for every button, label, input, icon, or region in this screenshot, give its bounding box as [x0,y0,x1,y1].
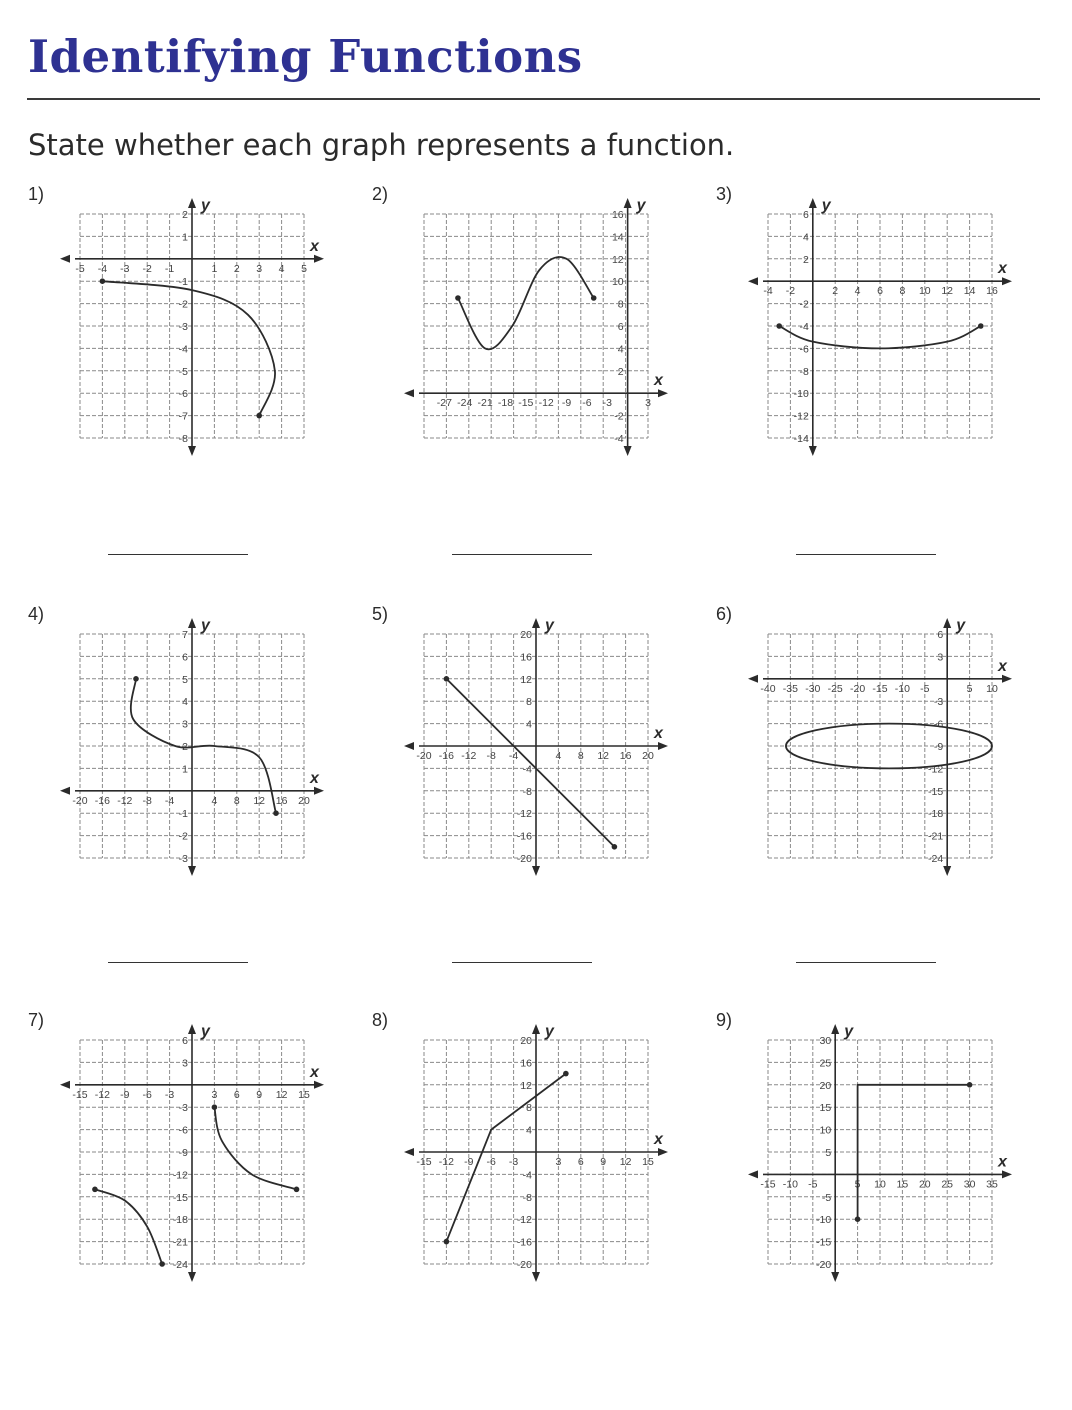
problem-3 [716,184,1056,584]
x-tick-label: 20 [918,1178,931,1191]
x-axis-label: x [310,237,319,255]
problem-7 [28,1010,368,1410]
x-tick-label: 9 [600,1156,607,1168]
y-axis-arrow-down [943,866,951,876]
y-axis-label: y [844,1023,854,1040]
y-tick-label: 6 [802,209,809,221]
y-axis-label: y [956,617,966,634]
x-tick-label: 4 [854,285,861,298]
x-tick-label: 15 [642,1156,654,1168]
y-tick-label: -2 [799,298,809,311]
x-axis-arrow-left [748,675,758,683]
endpoint-dot [444,676,450,682]
y-tick-label: 6 [937,629,944,641]
y-axis-label: y [201,197,210,214]
x-tick-label: 35 [986,1178,998,1191]
x-tick-label: -15 [518,397,534,410]
x-tick-label: -20 [850,682,866,695]
y-axis-label: y [821,197,831,214]
x-axis-label: x [654,725,663,742]
page-title: Identifying Functions [28,30,583,83]
y-tick-label: 12 [520,673,532,686]
x-tick-label: -30 [805,682,821,695]
y-tick-label: -12 [516,808,532,821]
x-tick-label: -12 [117,794,133,807]
graph-curve [214,1107,296,1189]
x-tick-label: -2 [785,285,796,298]
x-tick-label: 8 [899,285,906,298]
title-divider [27,98,1040,100]
endpoint-dot [776,323,782,329]
x-tick-label: -6 [582,397,592,410]
y-tick-label: 8 [526,696,532,709]
x-axis-arrow-right [314,255,324,263]
y-tick-label: -12 [928,763,944,776]
y-tick-label: 4 [182,696,188,709]
y-tick-label: -12 [793,410,809,423]
x-tick-label: -20 [416,750,432,762]
y-tick-label: -14 [793,433,809,445]
x-tick-label: -4 [508,750,519,762]
y-axis-arrow-up [188,198,196,208]
answer-blank-3[interactable] [796,554,936,555]
x-tick-label: -35 [782,682,798,695]
x-axis-label: x [654,372,663,390]
x-tick-label: 3 [211,1088,218,1101]
graph-7 [58,1010,358,1300]
x-tick-label: -6 [142,1088,152,1101]
y-tick-label: 6 [182,1035,188,1047]
x-tick-label: -18 [497,397,514,410]
y-tick-label: -15 [928,785,944,798]
graph-1 [58,184,358,474]
x-tick-label: 10 [874,1178,886,1191]
x-axis-arrow-right [1002,675,1012,683]
y-axis-arrow-down [188,446,196,456]
x-axis-arrow-left [404,742,414,750]
y-tick-label: 16 [611,209,624,221]
x-tick-label: 1 [211,262,218,275]
x-tick-label: 4 [278,262,285,275]
x-axis-label: x [998,657,1007,675]
x-axis-label: x [310,769,319,787]
graph-2 [402,184,702,474]
y-axis-arrow-down [809,446,817,456]
y-tick-label: 3 [182,1057,188,1070]
x-tick-label: -40 [760,682,776,695]
y-tick-label: -2 [178,830,188,843]
x-tick-label: -4 [97,262,108,275]
x-tick-label: -12 [538,397,554,410]
y-tick-label: -24 [172,1259,188,1271]
y-tick-label: -7 [178,410,188,423]
x-axis-label: x [310,1063,319,1081]
y-tick-label: -10 [793,388,809,401]
answer-blank-4[interactable] [108,962,248,963]
endpoint-dot [563,1071,569,1077]
y-tick-label: -8 [522,1191,532,1204]
y-tick-label: -4 [522,1169,532,1182]
y-tick-label: 8 [617,298,624,311]
x-axis-arrow-left [404,389,414,397]
x-tick-label: 6 [577,1156,584,1168]
x-tick-label: -15 [416,1156,432,1168]
y-axis-arrow-up [188,1024,196,1034]
x-tick-label: -8 [142,794,152,807]
endpoint-dot [855,1216,861,1222]
x-axis-arrow-right [314,1081,324,1089]
x-tick-label: -8 [486,750,496,762]
y-axis-label: y [545,617,554,634]
y-tick-label: -3 [933,696,944,709]
y-tick-label: 1 [182,231,188,244]
y-tick-label: 4 [526,718,532,731]
answer-blank-2[interactable] [452,554,592,555]
endpoint-dot [967,1082,973,1088]
x-tick-label: -24 [457,397,473,410]
endpoint-dot [133,676,139,682]
y-axis-arrow-down [188,866,196,876]
x-tick-label: -9 [464,1156,474,1168]
problem-number: 6) [716,604,733,624]
x-tick-label: 6 [877,285,883,298]
y-tick-label: -3 [178,321,188,333]
endpoint-dot [159,1261,165,1267]
x-tick-label: -27 [436,397,452,410]
y-tick-label: -4 [799,321,809,333]
y-tick-label: -20 [516,853,532,865]
y-tick-label: -4 [614,433,624,445]
y-tick-label: -6 [799,343,809,356]
endpoint-dot [256,413,262,419]
y-tick-label: -16 [516,1236,532,1249]
x-tick-label: 12 [941,285,954,298]
x-tick-label: 12 [619,1156,632,1168]
y-axis-arrow-down [532,866,540,876]
x-tick-label: 5 [854,1178,861,1191]
x-tick-label: 5 [966,682,973,695]
endpoint-dot [591,295,597,301]
x-axis-arrow-right [658,742,668,750]
y-axis-arrow-up [532,1024,540,1034]
x-axis-arrow-left [748,277,758,285]
problem-number: 2) [372,184,389,204]
problem-number: 9) [716,1010,733,1030]
y-tick-label: -12 [172,1169,188,1182]
x-tick-label: -5 [75,262,85,275]
problem-number: 7) [28,1010,45,1030]
x-axis-label: x [998,1153,1007,1171]
answer-blank-1[interactable] [108,554,248,555]
x-axis-arrow-left [404,1148,414,1156]
x-tick-label: 16 [986,285,998,298]
x-axis-arrow-left [60,255,70,263]
y-tick-label: 20 [819,1079,832,1092]
x-tick-label: -16 [438,750,454,762]
x-tick-label: 4 [211,794,218,807]
x-tick-label: -4 [763,285,773,298]
x-tick-label: 15 [896,1178,909,1191]
y-tick-label: -9 [933,741,944,753]
y-tick-label: 8 [526,1102,532,1115]
x-tick-label: 10 [918,285,931,298]
x-tick-label: 30 [963,1178,976,1191]
y-tick-label: 5 [182,673,188,686]
x-tick-label: -16 [94,794,110,807]
x-tick-label: -25 [827,682,843,695]
problem-8 [372,1010,712,1410]
y-tick-label: -2 [614,410,624,423]
y-tick-label: -8 [178,433,188,445]
problem-6 [716,604,1056,1004]
x-tick-label: -15 [760,1178,776,1191]
y-axis-label: y [636,197,646,214]
y-tick-label: -10 [816,1214,832,1227]
y-tick-label: -12 [516,1214,532,1227]
problem-4 [28,604,368,1004]
y-tick-label: -18 [928,808,944,821]
y-tick-label: -4 [522,763,532,776]
y-tick-label: -5 [178,365,188,378]
y-tick-label: 20 [520,1035,532,1047]
graph-8 [402,1010,702,1300]
graph-5 [402,604,702,894]
y-tick-label: 4 [526,1124,532,1137]
y-tick-label: 5 [825,1147,832,1159]
x-tick-label: 25 [941,1178,954,1191]
y-tick-label: 20 [520,629,532,641]
problem-number: 1) [28,184,45,204]
y-tick-label: 2 [802,253,809,266]
y-tick-label: -15 [816,1236,832,1249]
y-tick-label: 4 [617,343,624,356]
x-tick-label: 16 [275,794,288,807]
x-tick-label: 12 [597,750,610,762]
x-tick-label: -20 [72,794,88,807]
y-tick-label: -3 [178,853,188,865]
x-axis-arrow-left [60,1081,70,1089]
endpoint-dot [444,1239,450,1245]
y-tick-label: -9 [178,1147,188,1159]
x-tick-label: 10 [986,682,998,695]
y-tick-label: -1 [178,808,188,821]
y-tick-label: 10 [819,1124,832,1137]
y-tick-label: -15 [172,1191,188,1204]
x-axis-arrow-right [658,389,668,397]
x-tick-label: 3 [256,262,263,275]
x-tick-label: 3 [555,1156,562,1168]
x-tick-label: -5 [808,1178,818,1191]
y-tick-label: 12 [520,1079,532,1092]
x-tick-label: 12 [253,794,266,807]
y-tick-label: -4 [178,343,188,356]
problem-5 [372,604,712,1004]
y-tick-label: -6 [178,1124,188,1137]
endpoint-dot [100,278,106,284]
y-tick-label: -2 [178,298,188,311]
y-tick-label: 3 [937,651,944,664]
y-tick-label: -20 [816,1259,832,1271]
x-tick-label: 2 [233,262,240,275]
y-tick-label: 2 [617,365,624,378]
y-axis-arrow-up [188,618,196,628]
x-tick-label: -9 [561,397,572,410]
endpoint-dot [212,1104,218,1110]
y-axis-arrow-up [943,618,951,628]
x-tick-label: 9 [256,1088,263,1101]
problem-1 [28,184,368,584]
y-tick-label: 3 [182,718,188,731]
x-tick-label: -12 [94,1088,110,1101]
grid [768,1040,992,1264]
endpoint-dot [92,1187,98,1193]
x-tick-label: -15 [872,682,888,695]
x-tick-label: 8 [233,794,240,807]
y-tick-label: -20 [516,1259,532,1271]
x-axis-arrow-right [1002,277,1012,285]
x-axis-arrow-right [314,787,324,795]
y-tick-label: -5 [821,1191,832,1204]
x-tick-label: -3 [602,397,612,410]
y-tick-label: 14 [611,231,624,244]
y-tick-label: -3 [178,1102,188,1115]
grid [768,634,992,858]
y-axis-arrow-down [831,1272,839,1282]
y-axis-arrow-up [532,618,540,628]
y-tick-label: -1 [178,276,188,289]
x-tick-label: 5 [301,262,307,275]
y-tick-label: -21 [172,1236,188,1249]
y-tick-label: -6 [178,388,188,401]
x-tick-label: -12 [461,750,477,762]
x-tick-label: 20 [642,750,654,762]
x-axis-arrow-left [748,1170,758,1178]
y-tick-label: 2 [182,209,188,221]
x-tick-label: -5 [920,682,930,695]
x-tick-label: 20 [298,794,310,807]
x-tick-label: 6 [233,1088,240,1101]
y-axis-arrow-down [624,446,632,456]
x-tick-label: 15 [298,1088,310,1101]
endpoint-dot [612,844,618,850]
y-tick-label: 16 [520,1057,532,1070]
y-axis-arrow-down [532,1272,540,1282]
y-axis-label: y [201,617,210,634]
y-tick-label: -21 [928,830,944,843]
y-tick-label: 4 [802,231,809,244]
x-axis-arrow-right [1002,1170,1012,1178]
y-tick-label: -24 [928,853,944,865]
x-tick-label: 12 [275,1088,288,1101]
problem-number: 5) [372,604,389,624]
y-tick-label: 10 [611,276,624,289]
instructions: State whether each graph represents a function. [28,128,735,162]
x-axis-label: x [654,1131,663,1148]
endpoint-dot [273,810,279,816]
y-tick-label: 6 [617,321,624,333]
x-tick-label: -3 [120,262,130,275]
graph-4 [58,604,358,894]
x-tick-label: 14 [963,285,976,298]
problem-number: 3) [716,184,733,204]
y-tick-label: 2 [182,741,188,753]
x-tick-label: 8 [577,750,584,762]
answer-blank-5[interactable] [452,962,592,963]
graph-curve [95,1189,162,1264]
y-tick-label: 1 [182,763,188,776]
y-tick-label: -8 [799,365,809,378]
x-tick-label: -10 [894,682,910,695]
endpoint-dot [455,295,461,301]
y-tick-label: -18 [172,1214,188,1227]
answer-blank-6[interactable] [796,962,936,963]
y-axis-label: y [545,1023,554,1040]
x-axis-arrow-left [60,787,70,795]
graph-9 [746,1010,1046,1300]
x-tick-label: -12 [438,1156,454,1168]
x-axis-arrow-right [658,1148,668,1156]
y-tick-label: -16 [516,830,532,843]
y-tick-label: 25 [819,1057,832,1070]
x-tick-label: -1 [164,262,175,275]
x-tick-label: -3 [508,1156,519,1168]
y-tick-label: 30 [819,1035,832,1047]
x-tick-label: -15 [72,1088,88,1101]
y-axis-arrow-up [831,1024,839,1034]
y-tick-label: -6 [933,718,944,731]
x-tick-label: 3 [645,397,651,410]
x-tick-label: -10 [782,1178,798,1191]
y-axis-arrow-down [188,1272,196,1282]
x-tick-label: 4 [555,750,562,762]
y-tick-label: 15 [819,1102,832,1115]
problem-2 [372,184,712,584]
graph-6 [746,604,1046,894]
problem-number: 4) [28,604,45,624]
problem-9 [716,1010,1056,1410]
y-tick-label: -8 [522,785,532,798]
y-tick-label: 7 [182,629,188,641]
x-axis-label: x [998,260,1007,278]
endpoint-dot [294,1187,300,1193]
x-tick-label: 16 [619,750,632,762]
x-tick-label: -3 [164,1088,175,1101]
x-tick-label: -21 [477,397,493,410]
x-tick-label: -9 [120,1088,130,1101]
x-tick-label: -6 [486,1156,496,1168]
x-tick-label: -2 [142,262,152,275]
y-axis-arrow-up [809,198,817,208]
endpoint-dot [978,323,984,329]
y-tick-label: 16 [520,651,532,664]
problem-number: 8) [372,1010,389,1030]
x-tick-label: 2 [832,285,839,298]
y-axis-arrow-up [624,198,632,208]
graph-3 [746,184,1046,474]
y-axis-label: y [201,1023,210,1040]
y-tick-label: 12 [611,253,624,266]
x-tick-label: -4 [164,794,175,807]
y-tick-label: 6 [182,651,188,664]
